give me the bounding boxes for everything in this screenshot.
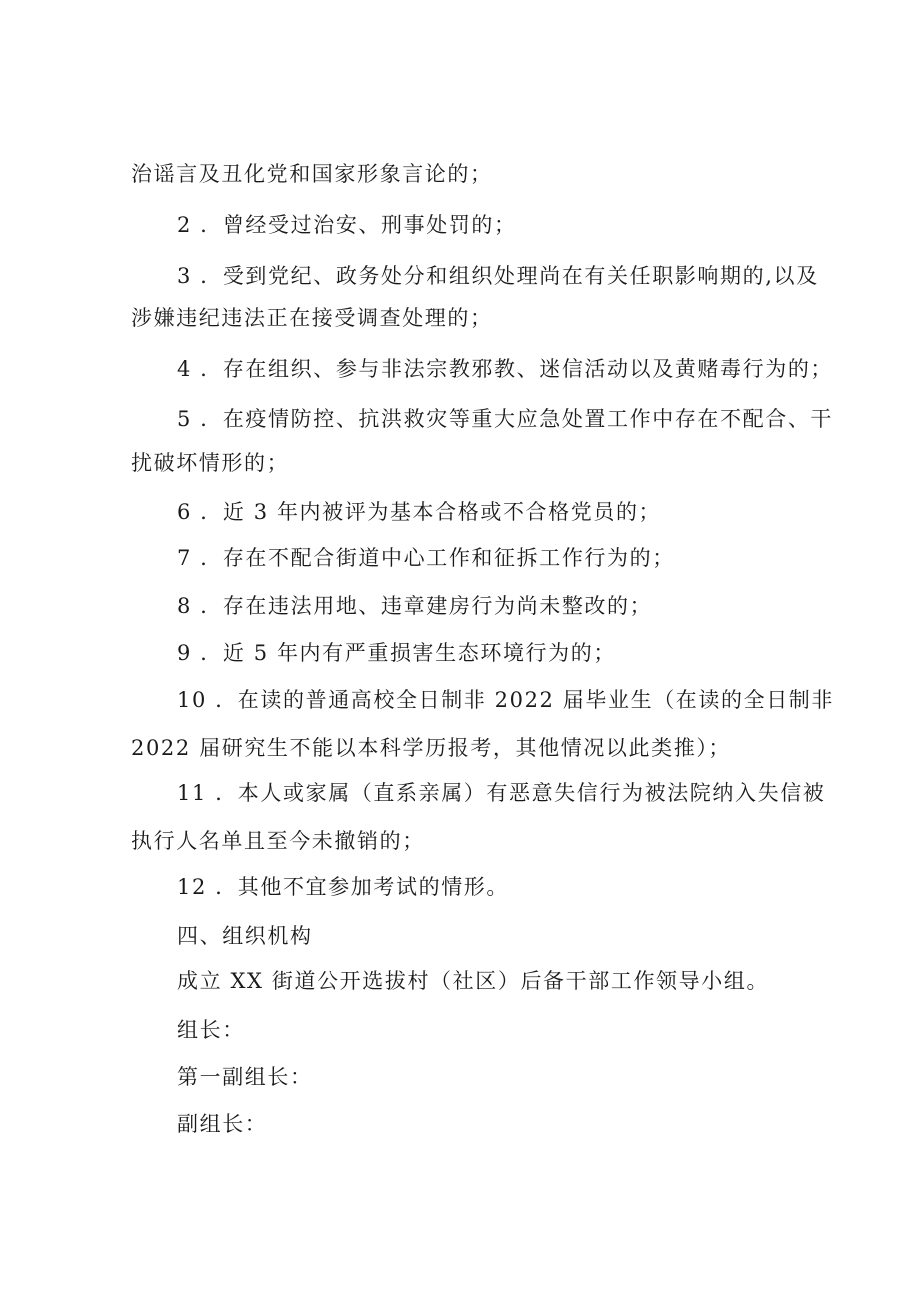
list-item: 9 ．近 5 年内有严重损害生态环境行为的；	[177, 641, 616, 665]
list-item: 3 ．受到党纪、政务处分和组织处理尚在有关任职影响期的,以及	[177, 264, 819, 288]
list-item: 11 ．本人或家属（直系亲属）有恶意失信行为被法院纳入失信被	[177, 781, 826, 805]
role-label: 副组长：	[177, 1112, 268, 1136]
list-item: 6 ．近 3 年内被评为基本合格或不合格党员的；	[177, 500, 662, 524]
text-line: 扰破坏情形的；	[131, 451, 290, 475]
text-line: 涉嫌违纪违法正在接受调查处理的；	[131, 306, 493, 330]
text-line: 2022 届研究生不能以本科学历报考，其他情况以此类推）；	[131, 736, 732, 760]
section-heading: 四、组织机构	[177, 924, 313, 948]
list-item: 8 ．存在违法用地、违章建房行为尚未整改的；	[177, 594, 653, 618]
list-item: 12 ．其他不宜参加考试的情形。	[177, 875, 509, 899]
list-item: 5 ．在疫情防控、抗洪救灾等重大应急处置工作中存在不配合、干	[177, 407, 834, 431]
list-item: 10 ．在读的普通高校全日制非 2022 届毕业生（在读的全日制非	[177, 688, 834, 712]
list-item: 4 ．存在组织、参与非法宗教邪教、迷信活动以及黄赌毒行为的；	[177, 357, 834, 381]
text-line: 治谣言及丑化党和国家形象言论的；	[131, 162, 493, 186]
list-item: 7 ．存在不配合街道中心工作和征拆工作行为的；	[177, 546, 675, 570]
text-line: 执行人名单且至今未撤销的；	[131, 829, 425, 853]
list-item: 2 ．曾经受过治安、刑事处罚的；	[177, 213, 517, 237]
role-label: 第一副组长：	[177, 1065, 313, 1089]
text-line: 成立 XX 街道公开选拔村（社区）后备干部工作领导小组。	[177, 969, 770, 993]
role-label: 组长：	[177, 1018, 245, 1042]
